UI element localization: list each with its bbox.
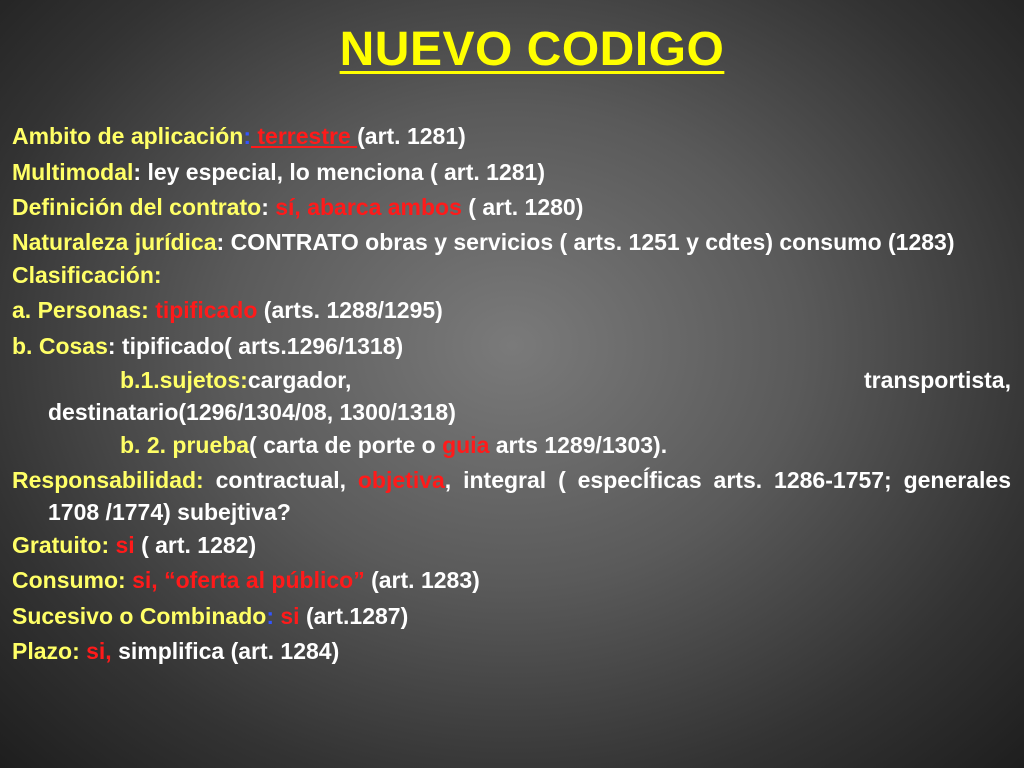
responsabilidad-contractual: contractual,	[203, 466, 358, 493]
personas-ref: (arts. 1288/1295)	[257, 297, 443, 323]
plazo-text: simplifica (art. 1284)	[111, 638, 340, 664]
cosas-label: b. Cosas	[12, 332, 108, 359]
slide-body	[12, 119, 1011, 670]
definicion-value: sí, abarca ambos	[275, 194, 462, 220]
consumo-ref: (art. 1283)	[364, 567, 480, 593]
personas-label: a. Personas:	[12, 297, 156, 323]
gratuito-label: Gratuito:	[12, 531, 116, 558]
multimodal-text: : ley especial, lo menciona ( art. 1281)	[133, 158, 546, 185]
line-ambito	[12, 119, 1011, 155]
slide-title: NUEVO CODIGO	[339, 23, 725, 76]
sujetos-label: b.1.sujetos:	[120, 367, 248, 393]
line-definicion	[12, 190, 1011, 226]
prueba-ref: arts 1289/1303).	[489, 432, 668, 458]
ambito-ref: (art. 1281)	[357, 123, 466, 149]
ambito-label: Ambito de aplicación	[12, 123, 244, 149]
line-multimodal	[12, 155, 1011, 191]
definicion-label: Definición del contrato	[12, 194, 262, 220]
line-clasificacion	[12, 258, 1011, 294]
responsabilidad-label: Responsabilidad:	[12, 466, 204, 493]
sujetos-first-row	[12, 364, 1011, 396]
line-personas	[12, 293, 1011, 329]
line-gratuito	[12, 528, 1011, 564]
ambito-value: terrestre	[251, 123, 358, 149]
sucesivo-ref: (art.1287)	[299, 602, 409, 629]
personas-value: tipificado	[155, 297, 258, 323]
sucesivo-label: Sucesivo o Combinado	[12, 602, 267, 629]
naturaleza-label: Naturaleza jurídica	[12, 228, 217, 255]
line-sucesivo	[12, 599, 1011, 635]
cosas-text: : tipificado( arts.1296/1318)	[107, 332, 404, 359]
plazo-label: Plazo:	[12, 638, 87, 664]
line-prueba	[12, 428, 1011, 464]
responsabilidad-objetiva: objetiva	[357, 466, 445, 493]
sujetos-second-row	[12, 396, 1011, 428]
gratuito-value: si	[115, 531, 135, 558]
ambito-colon: :	[243, 123, 251, 149]
clasificacion-label: Clasificación:	[12, 261, 162, 288]
sucesivo-value: si	[274, 602, 300, 629]
multimodal-label: Multimodal	[12, 158, 134, 185]
responsabilidad-rest: , integral ( especÍficas arts. 1286-1757; generales 1708 /1774) subejtiva?	[48, 466, 1011, 525]
line-plazo	[12, 634, 1011, 670]
line-cosas	[12, 329, 1011, 365]
gratuito-ref: ( art. 1282)	[134, 531, 257, 558]
consumo-label: Consumo:	[12, 567, 133, 593]
line-consumo	[12, 563, 1011, 599]
prueba-guia: guia	[442, 432, 490, 458]
definicion-colon: :	[261, 194, 276, 220]
line-responsabilidad	[12, 464, 1011, 528]
prueba-text: ( carta de porte o	[249, 432, 443, 458]
sujetos-cargador: cargador,	[247, 367, 352, 393]
sujetos-transportista: transportista,	[864, 367, 1011, 393]
plazo-value: si,	[86, 638, 112, 664]
line-sujetos	[12, 364, 1011, 428]
naturaleza-text: : CONTRATO obras y servicios ( arts. 1251 y cdtes) consumo (1283)	[216, 228, 955, 255]
consumo-value: si, “oferta al público”	[132, 567, 365, 593]
sujetos-destinatario: destinatario(1296/1304/08, 1300/1318)	[48, 399, 456, 425]
prueba-label: b. 2. prueba	[120, 432, 250, 458]
sucesivo-colon: :	[266, 602, 274, 629]
line-naturaleza	[12, 226, 1011, 258]
definicion-ref: ( art. 1280)	[461, 194, 584, 220]
